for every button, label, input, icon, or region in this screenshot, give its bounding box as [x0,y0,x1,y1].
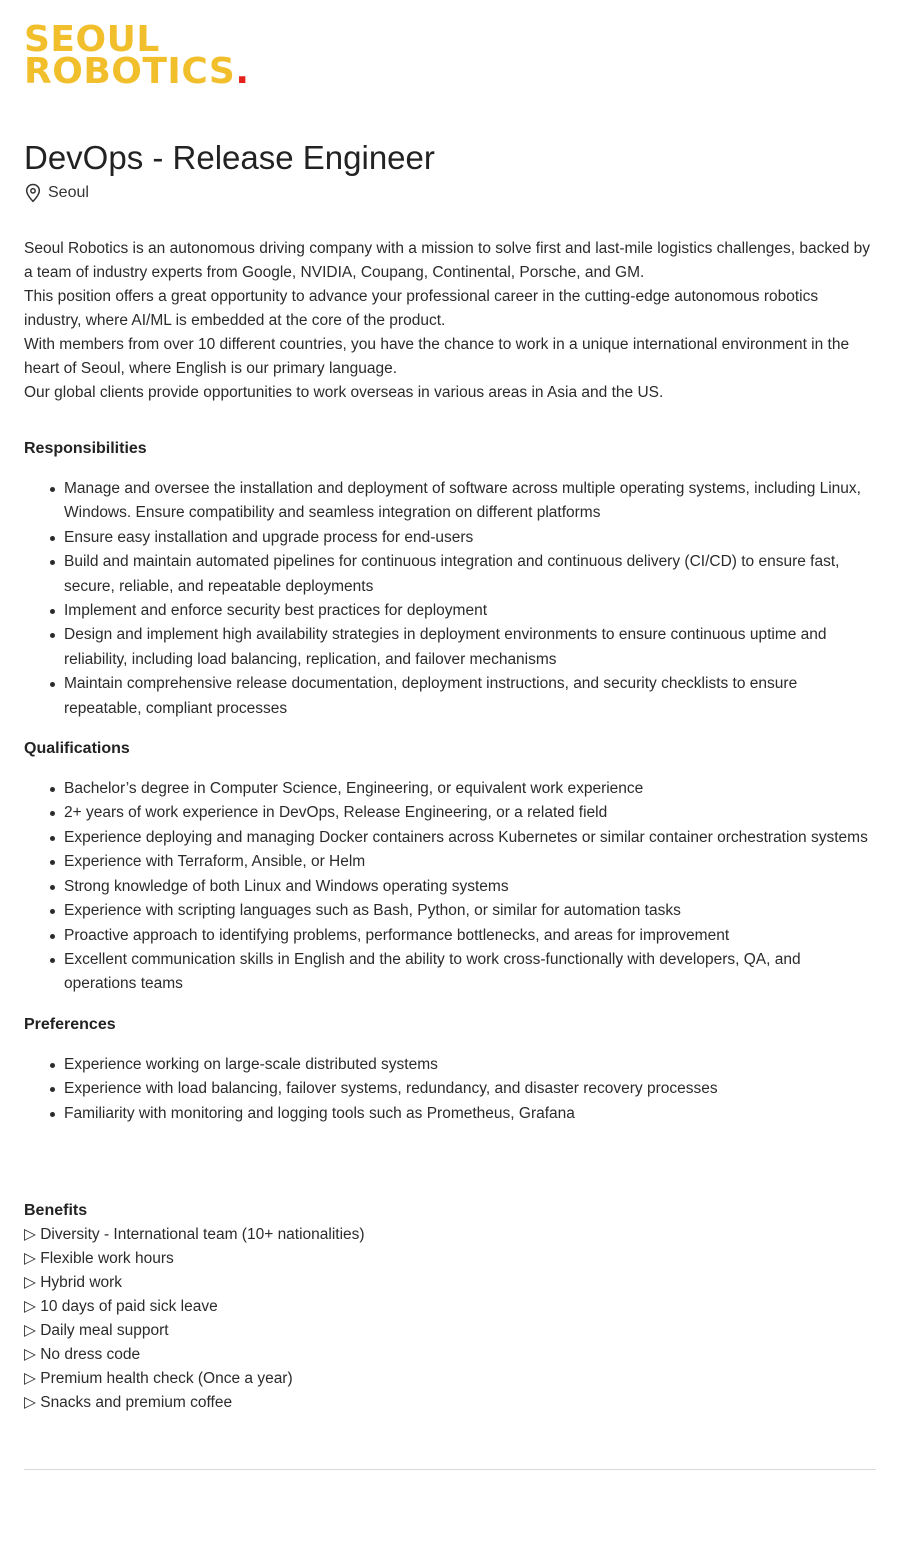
job-location [24,181,89,205]
preferences-list [24,1053,876,1126]
benefits-heading: Benefits [24,1201,88,1219]
logo-line-1: SEOUL [24,19,160,60]
benefit-item: ▷ No dress code [24,1345,141,1363]
list-item: Experience working on large-scale distributed systems [64,1053,876,1077]
list-item: Maintain comprehensive release documentation, deployment instructions, and security checklists to ensure repeatable, compliant processes [64,672,876,721]
intro-paragraph: With members from over 10 different countries, you have the chance to work in a unique international environment in the heart of Seoul, where English is our primary language. [24,336,850,377]
intro-paragraph: Seoul Robotics is an autonomous driving company with a mission to solve first and last-mile logistics challenges, backed by a team of industry experts from Google, NVIDIA, Coupang, Continental, Porsche, and GM. [24,240,871,281]
logo-line-2 [24,51,250,92]
job-location-text: Seoul [48,184,89,201]
list-item: Build and maintain automated pipelines for continuous integration and continuous delivery (CI/CD) to ensure fast, secure, reliable, and repeatable deployments [64,550,876,599]
list-item: Proactive approach to identifying problems, performance bottlenecks, and areas for improvement [64,924,876,948]
list-item: Experience deploying and managing Docker containers across Kubernetes or similar container orchestration systems [64,826,876,850]
benefit-item: ▷ Flexible work hours [24,1249,174,1267]
seoul-robotics-logo[interactable] [24,19,250,92]
list-item: Experience with scripting languages such as Bash, Python, or similar for automation tasks [64,899,876,923]
company-intro [24,237,876,405]
responsibilities-heading: Responsibilities [24,440,147,457]
intro-paragraph: Our global clients provide opportunities to work overseas in various areas in Asia and the US. [24,384,664,401]
preferences-heading: Preferences [24,1015,116,1033]
qualifications-heading: Qualifications [24,740,130,758]
list-item: Excellent communication skills in English and the ability to work cross-functionally with developers, QA, and operations teams [64,948,876,997]
qualifications-list [24,777,876,997]
list-item: Implement and enforce security best practices for deployment [64,599,876,623]
list-item: Bachelor’s degree in Computer Science, Engineering, or equivalent work experience [64,777,876,801]
page-title: DevOps - Release Engineer [24,139,435,176]
list-item: Design and implement high availability strategies in deployment environments to ensure continuous uptime and reliability, including load balancing, replication, and failover mechanisms [64,623,876,672]
benefit-item: ▷ Daily meal support [24,1321,169,1339]
logo-dot: . [235,51,250,92]
benefit-item: ▷ Snacks and premium coffee [24,1393,233,1411]
benefit-item: ▷ Diversity - International team (10+ nationalities) [24,1225,365,1243]
benefits-section [24,1199,876,1415]
list-item: Strong knowledge of both Linux and Windows operating systems [64,875,876,899]
list-item: Familiarity with monitoring and logging tools such as Prometheus, Grafana [64,1102,876,1126]
list-item: Experience with load balancing, failover systems, redundancy, and disaster recovery processes [64,1077,876,1101]
list-item: 2+ years of work experience in DevOps, Release Engineering, or a related field [64,801,876,825]
list-item: Ensure easy installation and upgrade process for end-users [64,526,876,550]
logo-line-2-text: ROBOTICS [24,51,236,92]
job-description [24,237,876,1415]
benefit-item: ▷ Premium health check (Once a year) [24,1369,293,1387]
responsibilities-list [24,477,876,721]
map-pin-icon [24,183,42,203]
benefit-item: ▷ 10 days of paid sick leave [24,1297,218,1315]
benefit-item: ▷ Hybrid work [24,1273,123,1291]
list-item: Manage and oversee the installation and deployment of software across multiple operating systems, including Linux, Windows. Ensure compatibility and seamless integration on different platforms [64,477,876,526]
section-divider [24,1469,876,1470]
intro-paragraph: This position offers a great opportunity to advance your professional career in the cutting-edge autonomous robotics industry, where AI/ML is embedded at the core of the product. [24,288,819,329]
list-item: Experience with Terraform, Ansible, or Helm [64,850,876,874]
